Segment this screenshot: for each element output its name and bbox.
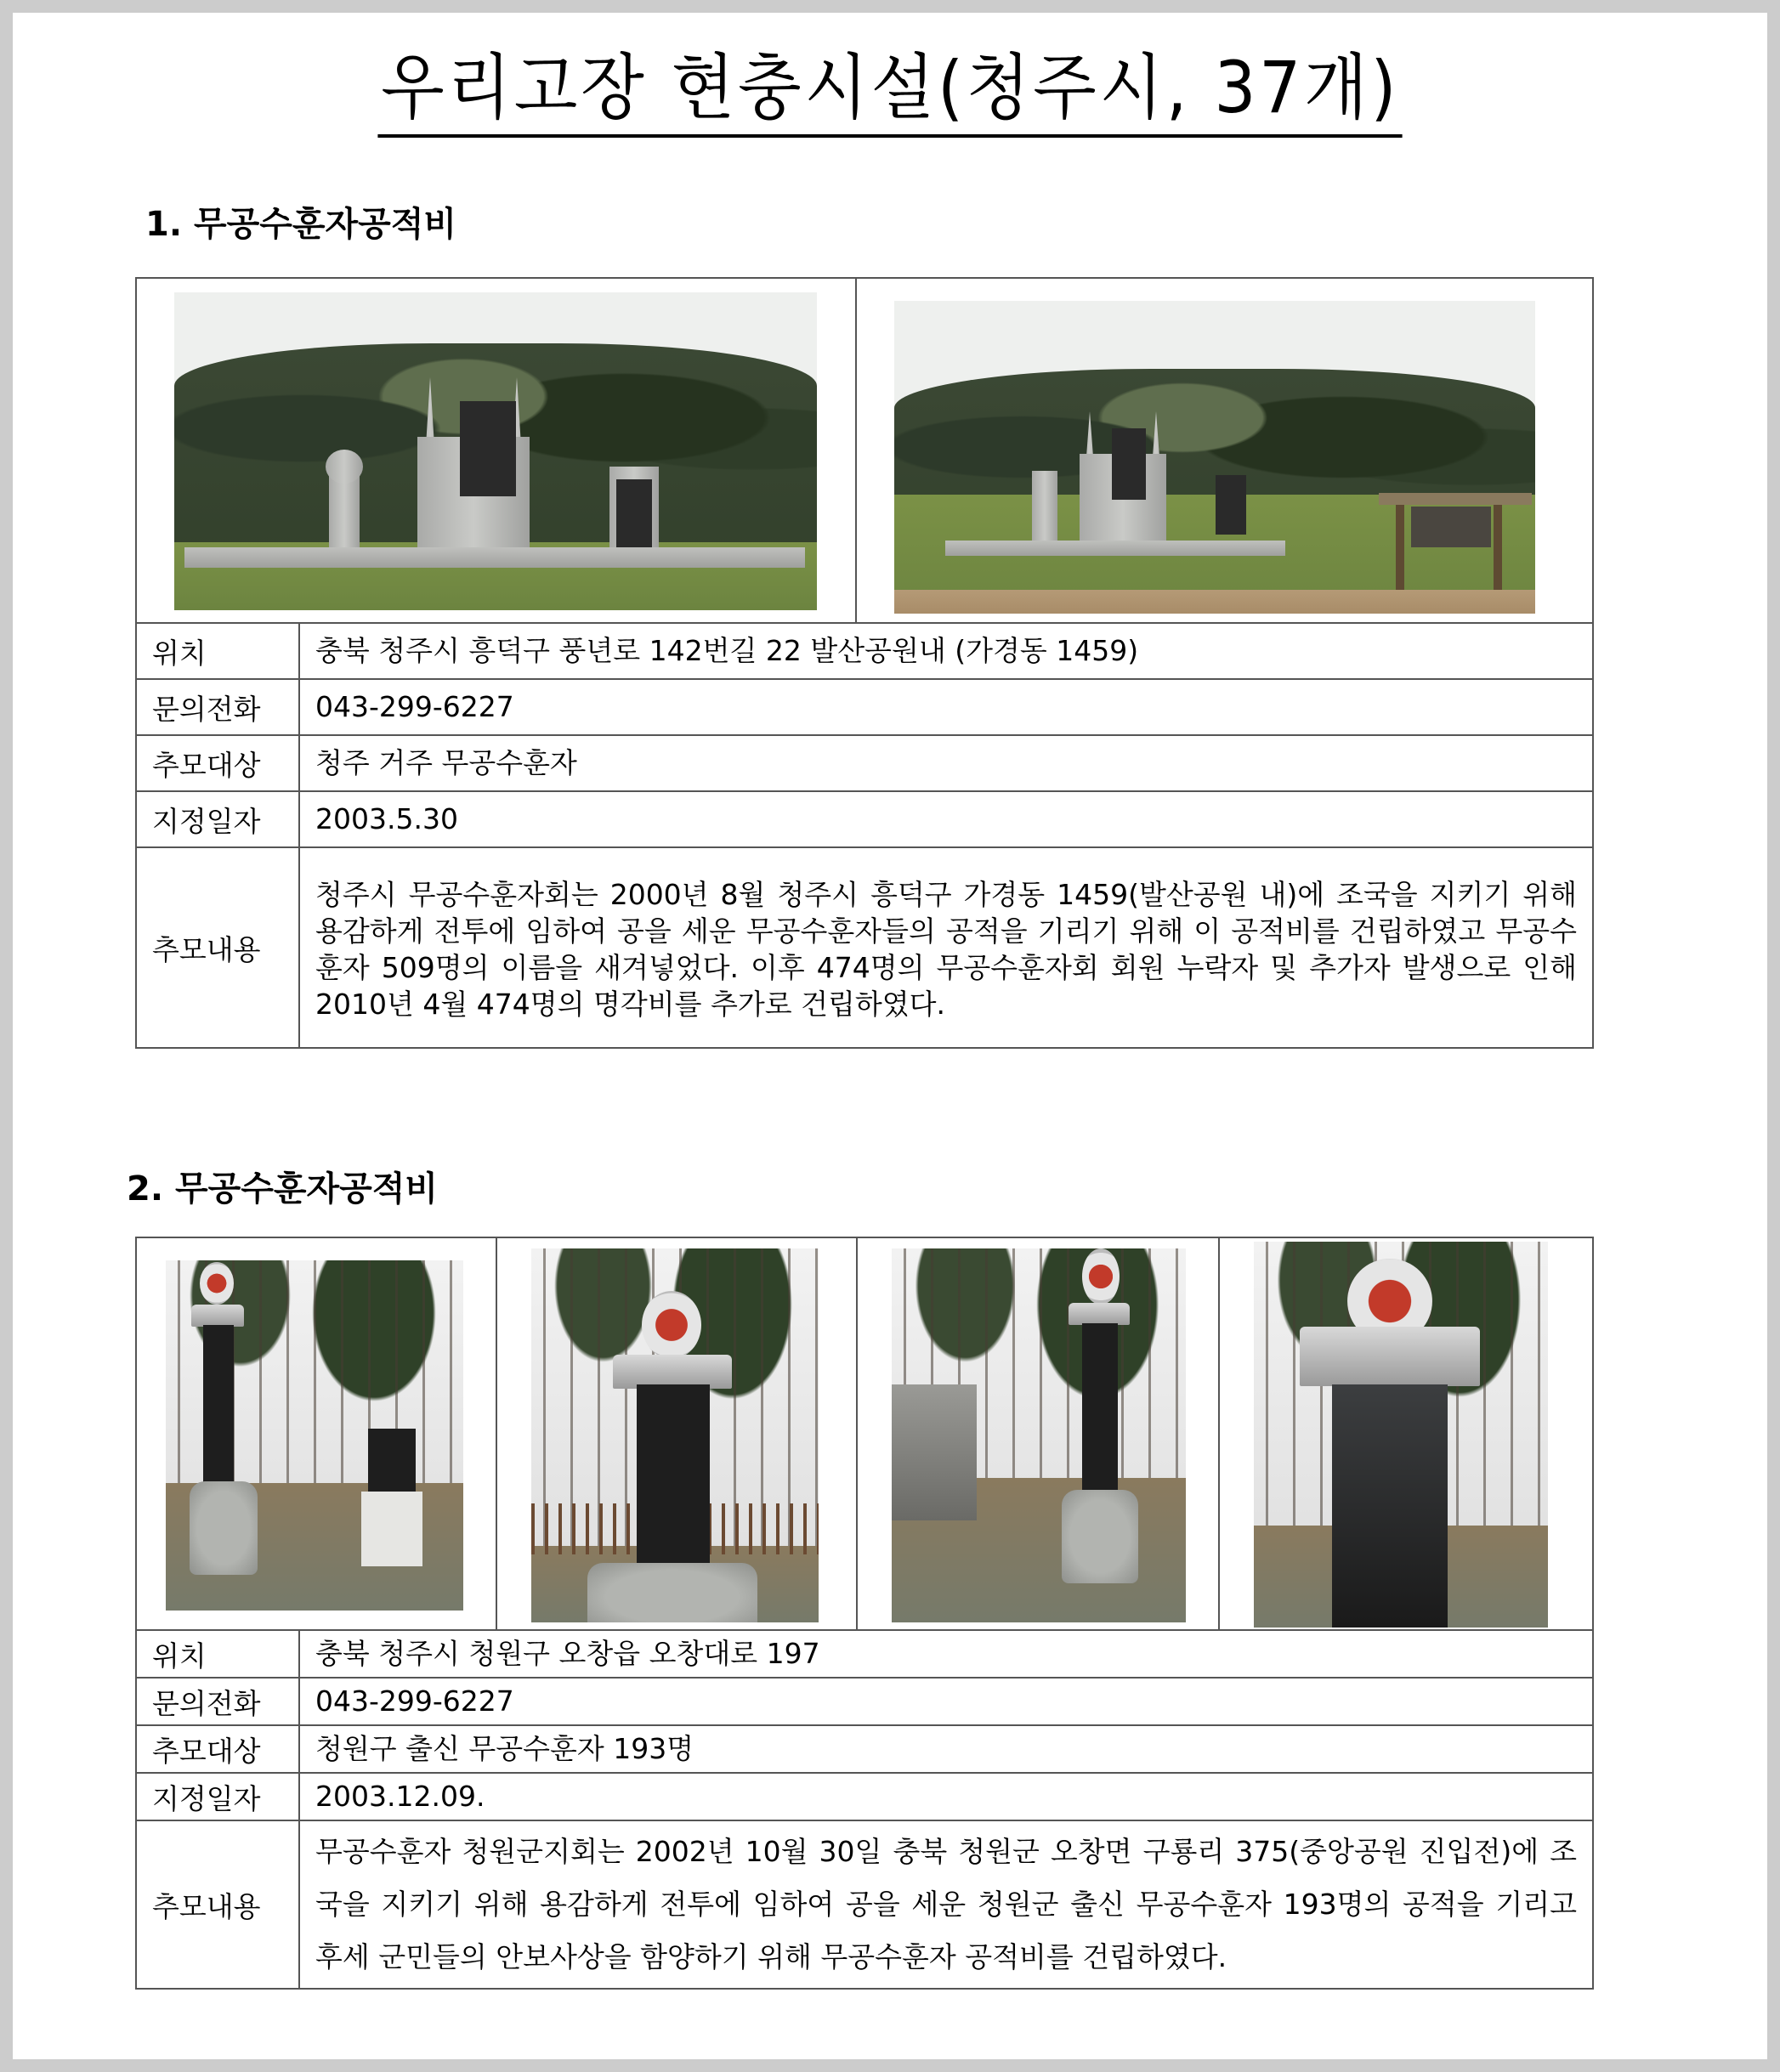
page-title-text: 우리고장 현충시설(청주시, 37개) — [377, 47, 1402, 138]
row-value: 청주 거주 무공수훈자 — [299, 735, 1593, 791]
memorial-photo-icon — [531, 1248, 819, 1622]
facility-info-table-2 — [135, 1237, 1594, 1990]
row-label: 지정일자 — [136, 791, 299, 847]
photo-cell — [496, 1237, 857, 1630]
row-value: 충북 청주시 청원구 오창읍 오창대로 197 — [299, 1630, 1593, 1678]
info-row-location — [136, 623, 1593, 679]
info-row-location — [136, 1630, 1593, 1678]
photo-cell — [857, 1237, 1219, 1630]
info-row-phone — [136, 1678, 1593, 1725]
row-label: 문의전화 — [136, 679, 299, 735]
info-row-memorial-target — [136, 735, 1593, 791]
memorial-photo-icon — [1254, 1242, 1548, 1628]
info-row-description — [136, 1820, 1593, 1989]
section-heading-1: 1. 무공수훈자공적비 — [145, 205, 457, 244]
row-label: 추모대상 — [136, 1725, 299, 1773]
photo-cell — [856, 278, 1593, 623]
photo-cell — [136, 1237, 496, 1630]
row-value: 043-299-6227 — [299, 1678, 1593, 1725]
row-label: 추모대상 — [136, 735, 299, 791]
row-label: 추모내용 — [136, 1820, 299, 1989]
row-value: 무공수훈자 청원군지회는 2002년 10월 30일 충북 청원군 오창면 구룡리 375(중앙공원 진입전)에 조국을 지키기 위해 용감하게 전투에 임하여 공을 세운 청원군 출신 무공수훈자 193명의 공적을 기리고 후세 군민들의 안보사상을 함양하기 위해 무공수훈자 공적비를 건립하였다. — [299, 1820, 1593, 1989]
row-value: 2003.12.09. — [299, 1773, 1593, 1820]
info-row-designation-date — [136, 1773, 1593, 1820]
info-row-description — [136, 847, 1593, 1048]
page-title — [13, 47, 1767, 138]
photo-cell — [136, 278, 856, 623]
row-label: 위치 — [136, 623, 299, 679]
photo-cell — [1219, 1237, 1593, 1630]
row-value: 2003.5.30 — [299, 791, 1593, 847]
row-label: 문의전화 — [136, 1678, 299, 1725]
photo-row — [136, 278, 1593, 623]
row-value: 043-299-6227 — [299, 679, 1593, 735]
info-row-designation-date — [136, 791, 1593, 847]
memorial-photo-icon — [892, 1248, 1186, 1622]
memorial-photo-icon — [174, 292, 817, 610]
row-label: 추모내용 — [136, 847, 299, 1048]
document-page — [13, 13, 1767, 2059]
row-value: 청원구 출신 무공수훈자 193명 — [299, 1725, 1593, 1773]
memorial-photo-icon — [894, 301, 1535, 614]
info-row-phone — [136, 679, 1593, 735]
row-value: 청주시 무공수훈자회는 2000년 8월 청주시 흥덕구 가경동 1459(발산공원 내)에 조국을 지키기 위해 용감하게 전투에 임하여 공을 세운 무공수훈자들의 공적을 기리기 위해 이 공적비를 건립하였고 무공수훈자 509명의 이름을 새겨넣었다. 이후 474명의 무공수훈자회 회원 누락자 및 추가자 발생으로 인해 2010년 4월 474명의 명각비를 추가로 건립하였다. — [299, 847, 1593, 1048]
row-label: 위치 — [136, 1630, 299, 1678]
photo-row — [136, 1237, 1593, 1630]
facility-info-table-1 — [135, 277, 1594, 1049]
info-row-memorial-target — [136, 1725, 1593, 1773]
memorial-photo-icon — [166, 1260, 463, 1611]
row-value: 충북 청주시 흥덕구 풍년로 142번길 22 발산공원내 (가경동 1459) — [299, 623, 1593, 679]
section-heading-2: 2. 무공수훈자공적비 — [127, 1169, 439, 1209]
row-label: 지정일자 — [136, 1773, 299, 1820]
